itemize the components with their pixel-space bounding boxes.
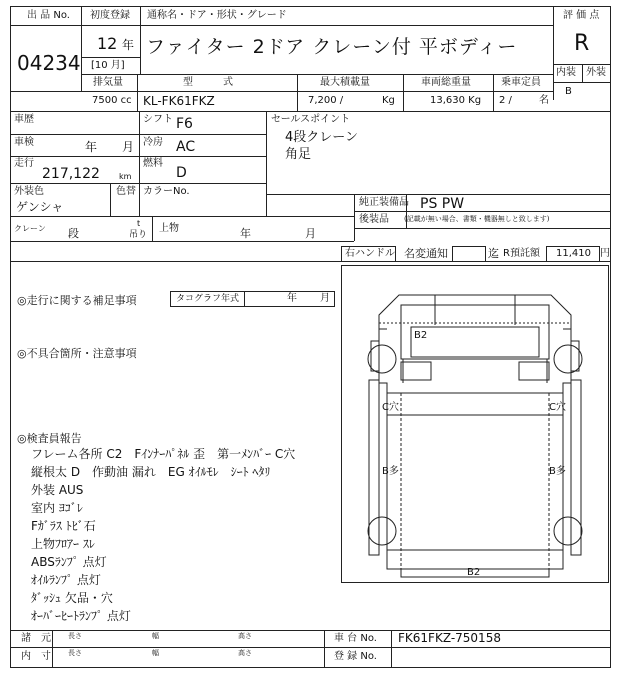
max-load-label: 最大積載量 bbox=[320, 77, 370, 88]
shift-label: シフト bbox=[143, 114, 173, 125]
defects-label: ◎不具合箇所・注意事項 bbox=[17, 347, 137, 360]
upper-month-unit: 月 bbox=[305, 227, 316, 240]
damage-b-right: B多 bbox=[549, 466, 566, 477]
displacement: 7500 cc bbox=[92, 95, 132, 106]
fuel-label: 燃料 bbox=[143, 158, 163, 169]
rating-label: 評 価 点 bbox=[563, 10, 600, 21]
exterior-color-label: 外装色 bbox=[14, 186, 44, 197]
inspection-year-unit: 年 bbox=[85, 140, 98, 154]
inspection-label: 車検 bbox=[14, 137, 34, 148]
crane-t: t bbox=[137, 219, 141, 228]
inspector-line-7: ABSﾗﾝﾌﾟ 点灯 bbox=[31, 555, 107, 569]
r-tax-label: R預託額 bbox=[503, 248, 540, 259]
gross-weight-label: 車両総重量 bbox=[421, 77, 471, 88]
damage-b2-top: B2 bbox=[414, 330, 428, 341]
tachograph-divider bbox=[244, 291, 245, 307]
interior-grade: B bbox=[565, 86, 572, 97]
registration-label: 登 録 No. bbox=[334, 651, 377, 662]
chassis-label: 車 台 No. bbox=[334, 633, 377, 644]
displacement-label: 排気量 bbox=[93, 77, 123, 88]
deadline-char: 迄 bbox=[488, 247, 499, 260]
name-change-box bbox=[452, 246, 486, 262]
sales-point-label: セールスポイント bbox=[271, 114, 351, 125]
crane-tonnage-unit: 吊り bbox=[129, 230, 148, 240]
r-tax-value: 11,410 bbox=[556, 248, 591, 259]
dims-height-label: 高さ bbox=[238, 649, 252, 657]
inspector-line-1: フレーム各所 C2 Fｲﾝﾅｰﾊﾟﾈﾙ 歪 第一ﾒﾝﾊﾞｰ C穴 bbox=[31, 447, 296, 461]
shift-value: F6 bbox=[176, 116, 193, 132]
capacity: 2 / bbox=[499, 95, 512, 106]
inspector-line-6: 上物ﾌﾛｱｰ ｽﾚ bbox=[31, 537, 95, 551]
upper-label: 上物 bbox=[159, 223, 179, 234]
dims-length-label: 長さ bbox=[68, 649, 82, 657]
mileage-label: 走行 bbox=[14, 158, 34, 169]
capacity-label: 乗車定員 bbox=[501, 77, 541, 88]
model-name-label: 通称名・ドア・形状・グレード bbox=[147, 10, 287, 21]
spec-length-label: 長さ bbox=[68, 632, 82, 640]
crane-label: クレーン bbox=[14, 224, 46, 233]
first-reg-label: 初度登録 bbox=[90, 10, 130, 21]
lot-no: 04234 bbox=[17, 51, 81, 75]
inspector-line-5: Fｶﾞﾗｽ ﾄﾋﾞ石 bbox=[31, 519, 96, 533]
inspector-line-10: ｵｰﾊﾞｰﾋｰﾄﾗﾝﾌﾟ 点灯 bbox=[31, 609, 131, 623]
capacity-unit: 名 bbox=[539, 95, 549, 106]
inspector-label: ◎検査員報告 bbox=[17, 432, 82, 445]
steering-value: 右ハンドル bbox=[345, 248, 395, 259]
aftermarket-label: 後装品 bbox=[359, 214, 389, 225]
inspector-line-2: 縦根太 D 作動油 漏れ EG ｵｲﾙﾓﾚ ｼｰﾄ ﾍﾀﾘ bbox=[31, 465, 271, 479]
color-no-label: カラーNo. bbox=[143, 186, 190, 197]
year-unit: 年 bbox=[122, 38, 135, 52]
upper-year-unit: 年 bbox=[240, 227, 251, 240]
fuel-value: D bbox=[176, 165, 187, 181]
inner-dims-label: 内 寸 bbox=[21, 651, 51, 662]
gross-weight: 13,630 Kg bbox=[430, 95, 482, 106]
first-reg-month: [10 月] bbox=[91, 60, 125, 71]
aftermarket-note: (記載が無い場合、書類・機器無しと致します) bbox=[404, 215, 550, 223]
crane-stage-unit: 段 bbox=[68, 227, 79, 240]
mileage-unit: km bbox=[119, 172, 132, 181]
running-remarks-label: ◎走行に関する補足事項 bbox=[17, 294, 137, 307]
max-load-unit: Kg bbox=[382, 95, 395, 106]
r-tax-unit: 円 bbox=[600, 248, 610, 259]
tachograph-year-unit: 年 bbox=[287, 293, 297, 304]
inspector-line-3: 外装 AUS bbox=[31, 483, 84, 497]
model-name: ファイター 2ドア クレーン付 平ボディー bbox=[146, 36, 518, 58]
damage-c-left: C穴 bbox=[382, 402, 399, 413]
damage-c-right: C穴 bbox=[549, 402, 566, 413]
interior-label: 内装 bbox=[556, 67, 576, 78]
ac-value: AC bbox=[176, 139, 196, 155]
model-code: KL-FK61FKZ bbox=[143, 94, 215, 108]
specs-label: 諸 元 bbox=[21, 633, 51, 644]
tachograph-label: タコグラフ年式 bbox=[176, 294, 240, 304]
model-code-label: 型 式 bbox=[183, 77, 233, 88]
history-label: 車歴 bbox=[14, 114, 34, 125]
spec-width-label: 幅 bbox=[152, 632, 159, 640]
sales-point-line1: 4段クレーン bbox=[285, 130, 359, 145]
inspection-month-unit: 月 bbox=[122, 140, 135, 154]
mileage-value: 217,122 bbox=[42, 166, 100, 182]
equipment-value: PS PW bbox=[420, 196, 465, 212]
inspector-line-9: ﾀﾞｯｼｭ 欠品・穴 bbox=[31, 591, 113, 605]
first-reg-year: 12 bbox=[97, 34, 118, 53]
chassis-no: FK61FKZ-750158 bbox=[398, 631, 501, 645]
equipment-label: 純正装備品 bbox=[359, 197, 409, 208]
inspector-line-8: ｵｲﾙﾗﾝﾌﾟ 点灯 bbox=[31, 573, 101, 587]
max-load: 7,200 / bbox=[308, 95, 344, 106]
rating: R bbox=[574, 31, 590, 56]
ac-label: 冷房 bbox=[143, 137, 163, 148]
tachograph-month-unit: 月 bbox=[320, 293, 330, 304]
color-change-label: 色替 bbox=[116, 186, 136, 197]
inspector-line-4: 室内 ﾖｺﾞﾚ bbox=[31, 501, 83, 515]
damage-b2-bottom: B2 bbox=[467, 567, 481, 578]
damage-b-left: B多 bbox=[382, 466, 399, 477]
lot-no-label: 出 品 No. bbox=[27, 10, 70, 21]
exterior-color: ゲンシャ bbox=[16, 200, 64, 214]
sales-point-line2: 角足 bbox=[285, 147, 312, 162]
dims-width-label: 幅 bbox=[152, 649, 159, 657]
exterior-label: 外装 bbox=[586, 67, 606, 78]
name-change-label: 名変通知 bbox=[404, 247, 448, 260]
truck-diagram bbox=[341, 265, 609, 583]
spec-height-label: 高さ bbox=[238, 632, 252, 640]
